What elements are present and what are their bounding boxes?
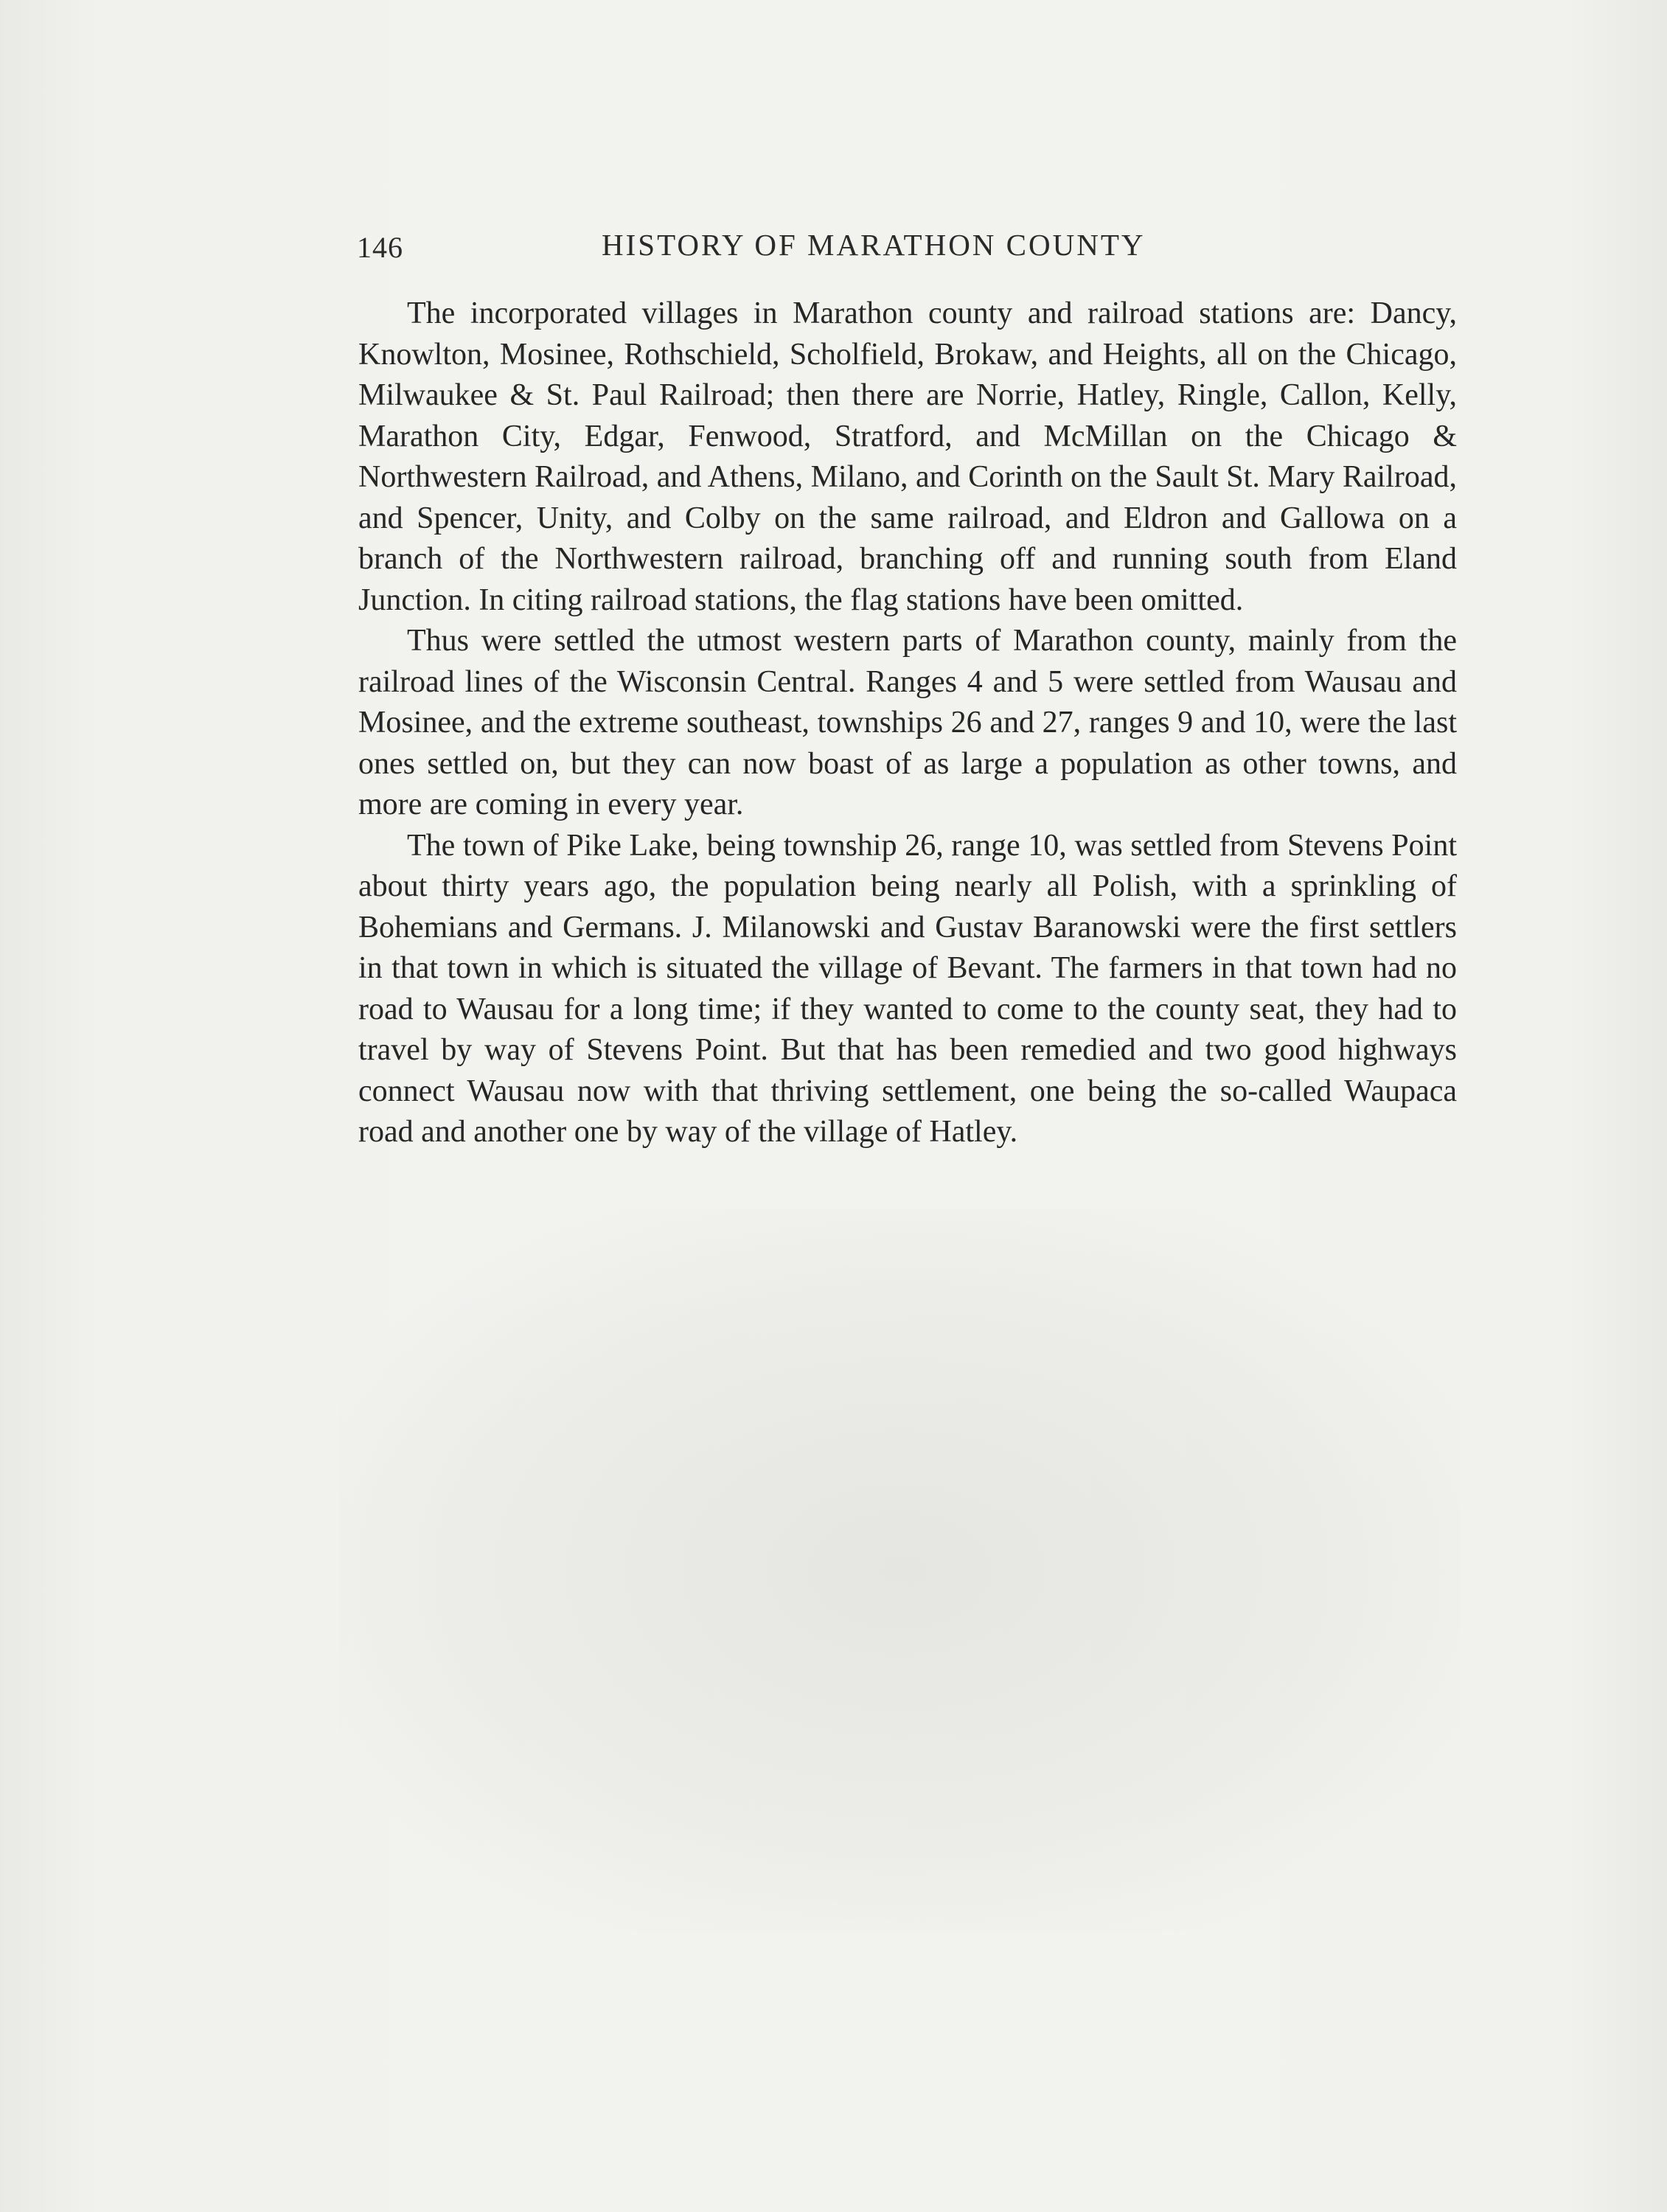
show-through-bleed (339, 1209, 1460, 1932)
running-head (357, 224, 1472, 268)
paragraph-western-parts: Thus were settled the utmost western parts of Marathon county, mainly from the railroad lines of the Wisconsin Central. Ranges 4 and 5 were settled from Wausau and Mosinee, and the extreme southeast, townships 26 and 27, ranges 9 and 10, were the last ones settled on, but they can now boast of as large a population as other towns, and more are coming in every year. (358, 624, 1457, 821)
paragraph-pike-lake: The town of Pike Lake, being township 26, range 10, was settled from Stevens Point about thirty years ago, the population being nearly all Polish, with a sprinkling of Bohemians and Germans. J. Milanowski and Gustav Baranowski were the first settlers in that town in which is situated the village of Bevant. The farmers in that town had no road to Wausau for a long time; if they wanted to come to the county seat, they had to travel by way of Stevens Point. But that has been remedied and two good highways connect Wausau now with that thriving settlement, one being the so-called Waupaca road and another one by way of the village of Hatley. (358, 828, 1457, 1149)
page-number: 146 (357, 231, 403, 264)
body-text (358, 293, 1457, 1153)
paragraph-villages: The incorporated villages in Marathon county and railroad stations are: Dancy, Knowlton, Mosinee, Rothschield, Scholfield, Brokaw, and Heights, all on the Chicago, Milwaukee & St. Paul Railroad; then there are Norrie, Hatley, Ringle, Callon, Kelly, Marathon City, Edgar, Fenwood, Stratford, and McMillan on the Chicago & Northwestern Railroad, and Athens, Milano, and Corinth on the Sault St. Mary Railroad, and Spencer, Unity, and Colby on the same railroad, and Eldron and Gallowa on a branch of the Northwestern railroad, branching off and running south from Eland Junction. In citing railroad stations, the flag stations have been omitted. (358, 296, 1457, 617)
running-title: HISTORY OF MARATHON COUNTY (602, 228, 1146, 262)
